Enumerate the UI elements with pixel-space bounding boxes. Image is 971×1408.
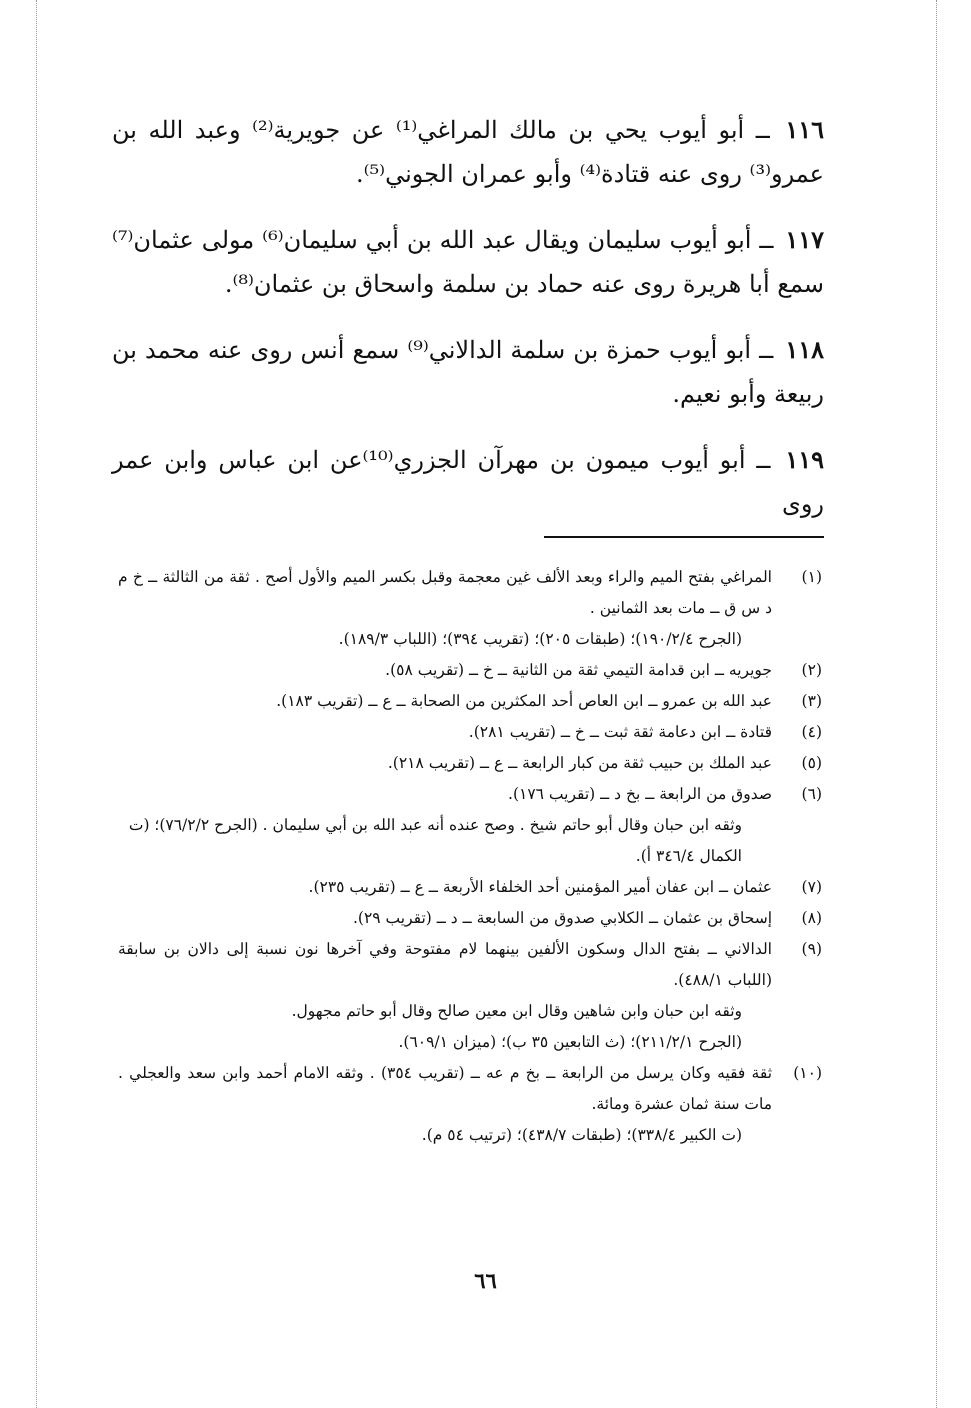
footnote-text: عبد الملك بن حبيب ثقة من كبار الرابعة ــ ع ــ (تقريب ٢١٨). xyxy=(387,754,772,772)
footnote-text: إسحاق بن عثمان ــ الكلابي صدوق من السابعة ــ د ــ (تقريب ٢٩). xyxy=(352,909,772,927)
footnote-text: صدوق من الرابعة ــ بخ د ــ (تقريب ١٧٦). xyxy=(508,785,772,803)
footnotes xyxy=(118,562,822,1151)
footnote-text: قتادة ــ ابن دعامة ثقة ثبت ــ خ ــ (تقريب ٢٨١). xyxy=(468,723,772,741)
footnote xyxy=(118,934,822,996)
footnote-number: (٢) xyxy=(801,661,822,679)
page-number: ٦٦ xyxy=(474,1268,497,1293)
biography-entry xyxy=(112,108,824,196)
scan-border-right xyxy=(936,0,937,1408)
footnote xyxy=(118,562,822,624)
footnote-number: (١٠) xyxy=(793,1064,822,1082)
footnote-reference: وثقه ابن حبان وقال أبو حاتم شيخ . وصح عنده أنه عبد الله بن أبي سليمان . (الجرح ٧٦/٢/٢)؛ (ت الكمال ٣٤٦/٤ أ). xyxy=(128,816,742,865)
footnote-number: (٥) xyxy=(801,754,822,772)
footnote xyxy=(118,717,822,748)
footnote-number: (٩) xyxy=(801,940,822,958)
entry-number: ١١٨ xyxy=(785,335,824,364)
footnote-text: عبد الله بن عمرو ــ ابن العاص أحد المكثرين من الصحابة ــ ع ــ (تقريب ١٨٣). xyxy=(276,692,772,710)
entry-number: ١١٦ xyxy=(785,115,825,144)
footnote-reference: (الجرح ٢١١/٢/١)؛ (ث التابعين ٣٥ ب)؛ (ميزان ٦٠٩/١). xyxy=(398,1033,742,1051)
footnote xyxy=(118,1058,822,1120)
entry-text: ــ أبو أيوب يحي بن مالك المراغي⁽¹⁾ عن جويرية⁽²⁾ وعبد الله بن عمرو⁽³⁾ روى عنه قتادة⁽⁴⁾ وأبو عمران الجوني⁽⁵⁾. xyxy=(112,116,824,188)
footnote-reference: وثقه ابن حبان وابن شاهين وقال ابن معين صالح وقال أبو حاتم مجهول. xyxy=(291,1002,742,1020)
footnote-number: (٦) xyxy=(801,785,822,803)
entry-text: ــ أبو أيوب ميمون بن مهرآن الجزري⁽¹⁰⁾عن ابن عباس وابن عمر روى xyxy=(112,446,824,518)
entry-text: ــ أبو أيوب سليمان ويقال عبد الله بن أبي سليمان⁽⁶⁾ مولى عثمان⁽⁷⁾ سمع أبا هريرة روى عنه حماد بن سلمة واسحاق بن عثمان⁽⁸⁾. xyxy=(112,226,824,298)
footnote-text: جويريه ــ ابن قدامة التيمي ثقة من الثانية ــ خ ــ (تقريب ٥٨). xyxy=(385,661,772,679)
entry-number: ١١٧ xyxy=(785,225,824,254)
footnote-separator xyxy=(544,536,824,538)
scan-border-left xyxy=(36,0,37,1408)
footnote-number: (٤) xyxy=(801,723,822,741)
footnote-text: الدالاني ــ بفتح الدال وسكون الألفين بينهما لام مفتوحة وفي آخرها نون نسبة إلى دالان بن سابقة (اللباب ٤٨٨/١). xyxy=(118,940,772,989)
footnote-number: (٨) xyxy=(801,909,822,927)
footnote-number: (٣) xyxy=(801,692,822,710)
footnote xyxy=(118,872,822,903)
footnote xyxy=(118,748,822,779)
footnote-reference: (ت الكبير ٣٣٨/٤)؛ (طبقات ٤٣٨/٧)؛ (ترتيب ٥٤ م). xyxy=(421,1126,742,1144)
footnote xyxy=(118,686,822,717)
footnote-number: (٧) xyxy=(801,878,822,896)
biography-entry xyxy=(112,328,824,416)
footnote-text: ثقة فقيه وكان يرسل من الرابعة ــ بخ م عه ــ (تقريب ٣٥٤) . وثقه الامام أحمد وابن سعد والعجلي . مات سنة ثمان عشرة ومائة. xyxy=(118,1064,773,1113)
footnote-text: عثمان ــ ابن عفان أمير المؤمنين أحد الخلفاء الأربعة ــ ع ــ (تقريب ٢٣٥). xyxy=(308,878,772,896)
footnote xyxy=(118,903,822,934)
footnote-reference: (الجرح ١٩٠/٢/٤)؛ (طبقات ٢٠٥)؛ (تقريب ٣٩٤)؛ (اللباب ١٨٩/٣). xyxy=(338,630,742,648)
footnote-number: (١) xyxy=(801,568,822,586)
biography-entry xyxy=(112,218,824,306)
footnote xyxy=(118,655,822,686)
entry-text: ــ أبو أيوب حمزة بن سلمة الدالاني⁽⁹⁾ سمع أنس روى عنه محمد بن ربيعة وأبو نعيم. xyxy=(112,336,824,408)
footnote xyxy=(118,779,822,810)
footnote-text: المراغي بفتح الميم والراء وبعد الألف غين معجمة وقبل بكسر الميم والأول أصح . ثقة من الثالثة ــ خ م د س ق ــ مات بعد الثمانين . xyxy=(118,568,772,617)
biography-entries xyxy=(112,108,824,548)
entry-number: ١١٩ xyxy=(785,445,824,474)
biography-entry xyxy=(112,438,824,526)
